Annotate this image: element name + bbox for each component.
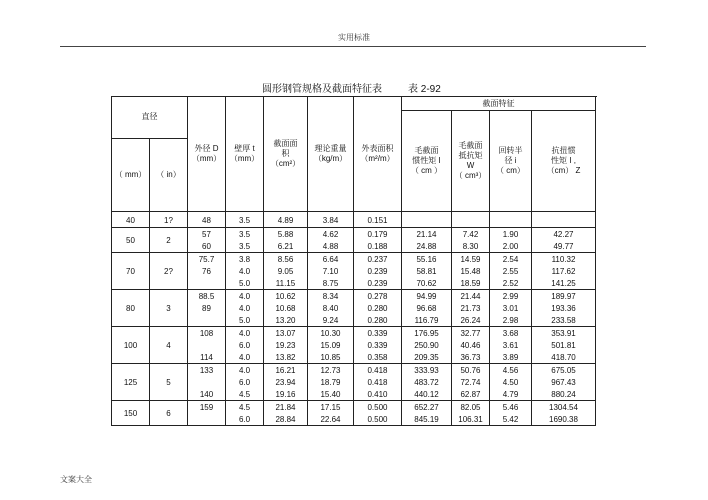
diameter-group-header: 直径 xyxy=(112,97,188,139)
table-cell: 82.05 xyxy=(452,401,490,414)
table-cell: 5.0 xyxy=(226,314,264,327)
table-cell: 6.0 xyxy=(226,376,264,388)
table-cell: 18.59 xyxy=(452,277,490,290)
outer-diameter-header: 外径 D （mm） xyxy=(188,97,226,212)
diameter-mm-cell: 80 xyxy=(112,290,150,327)
diameter-mm-cell: 50 xyxy=(112,228,150,253)
diameter-mm-cell: 100 xyxy=(112,327,150,364)
table-cell: 55.16 xyxy=(402,253,452,266)
table-cell: 8.40 xyxy=(308,302,354,314)
table-cell: 0.151 xyxy=(354,212,402,228)
table-cell: 2.52 xyxy=(490,277,532,290)
table-cell: 209.35 xyxy=(402,351,452,364)
table-cell: 0.339 xyxy=(354,327,402,340)
table-cell: 15.40 xyxy=(308,388,354,401)
table-cell: 3.5 xyxy=(226,212,264,228)
table-cell: 57 xyxy=(188,228,226,241)
table-reference: 表 2-92 xyxy=(408,84,441,95)
sectional-area-header: 截面面 积 （cm²） xyxy=(264,97,308,212)
theoretical-weight-header: 理论重量 （kg/m） xyxy=(308,97,354,212)
torsional-inertia-header: 抗扭惯 性矩 I , （cm） Z xyxy=(532,111,596,212)
table-cell: 110.32 xyxy=(532,253,596,266)
table-cell: 62.87 xyxy=(452,388,490,401)
table-cell: 4.89 xyxy=(264,212,308,228)
table-cell: 48 xyxy=(188,212,226,228)
table-cell: 7.42 xyxy=(452,228,490,241)
table-row xyxy=(112,228,596,241)
table-cell: 0.280 xyxy=(354,302,402,314)
table-cell: 880.24 xyxy=(532,388,596,401)
table-cell: 250.90 xyxy=(402,339,452,351)
table-cell: 8.30 xyxy=(452,240,490,253)
diameter-inch-header: （ in） xyxy=(150,138,188,211)
steel-pipe-spec-table xyxy=(111,96,596,426)
table-row xyxy=(112,212,596,228)
table-cell: 0.280 xyxy=(354,314,402,327)
table-cell: 19.16 xyxy=(264,388,308,401)
table-cell: 353.91 xyxy=(532,327,596,340)
table-cell: 3.8 xyxy=(226,253,264,266)
table-cell: 116.79 xyxy=(402,314,452,327)
table-cell: 3.89 xyxy=(490,351,532,364)
table-cell: 4.62 xyxy=(308,228,354,241)
table-cell: 675.05 xyxy=(532,364,596,377)
table-header xyxy=(112,97,596,212)
table-cell: 9.05 xyxy=(264,265,308,277)
outer-surface-area-header: 外表面积 （m²/m） xyxy=(354,97,402,212)
diameter-inch-cell: 2? xyxy=(150,253,188,290)
table-cell: 0.418 xyxy=(354,364,402,377)
table-cell: 140 xyxy=(188,388,226,401)
table-cell: 72.74 xyxy=(452,376,490,388)
diameter-mm-cell: 150 xyxy=(112,401,150,426)
table-cell: 3.5 xyxy=(226,228,264,241)
table-cell: 1690.38 xyxy=(532,413,596,426)
table-cell: 2.99 xyxy=(490,290,532,303)
table-cell: 114 xyxy=(188,351,226,364)
table-cell: 4.88 xyxy=(308,240,354,253)
table-cell: 12.73 xyxy=(308,364,354,377)
diameter-inch-cell: 1? xyxy=(150,212,188,228)
table-title-row xyxy=(262,80,441,95)
table-cell xyxy=(532,212,596,228)
table-cell xyxy=(402,212,452,228)
table-cell: 189.97 xyxy=(532,290,596,303)
table-cell: 13.20 xyxy=(264,314,308,327)
table-cell: 5.46 xyxy=(490,401,532,414)
table-row xyxy=(112,401,596,414)
wall-thickness-header: 壁厚 t （mm） xyxy=(226,97,264,212)
table-cell xyxy=(188,376,226,388)
table-cell: 4.79 xyxy=(490,388,532,401)
table-cell: 0.410 xyxy=(354,388,402,401)
table-cell: 4.56 xyxy=(490,364,532,377)
table-cell: 652.27 xyxy=(402,401,452,414)
table-cell: 10.85 xyxy=(308,351,354,364)
table-cell: 21.14 xyxy=(402,228,452,241)
table-cell: 2.98 xyxy=(490,314,532,327)
table-cell xyxy=(490,212,532,228)
table-cell: 0.358 xyxy=(354,351,402,364)
table-row xyxy=(112,327,596,340)
table-cell: 11.15 xyxy=(264,277,308,290)
diameter-inch-cell: 3 xyxy=(150,290,188,327)
diameter-mm-cell: 125 xyxy=(112,364,150,401)
table-cell: 50.76 xyxy=(452,364,490,377)
table-cell: 15.09 xyxy=(308,339,354,351)
table-cell: 19.23 xyxy=(264,339,308,351)
table-cell: 14.59 xyxy=(452,253,490,266)
table-cell: 21.84 xyxy=(264,401,308,414)
table-cell: 94.99 xyxy=(402,290,452,303)
table-cell: 141.25 xyxy=(532,277,596,290)
table-cell: 3.01 xyxy=(490,302,532,314)
table-cell: 0.278 xyxy=(354,290,402,303)
table-cell: 96.68 xyxy=(402,302,452,314)
section-modulus-header: 毛截面 抵抗矩 W （ cm³） xyxy=(452,111,490,212)
table-cell: 4.0 xyxy=(226,290,264,303)
table-cell: 483.72 xyxy=(402,376,452,388)
page-footer: 文案大全 xyxy=(60,475,92,484)
table-cell: 10.62 xyxy=(264,290,308,303)
diameter-inch-cell: 2 xyxy=(150,228,188,253)
table-cell: 88.5 xyxy=(188,290,226,303)
table-cell: 845.19 xyxy=(402,413,452,426)
table-cell: 6.0 xyxy=(226,339,264,351)
page-header: 实用标准 xyxy=(338,33,370,42)
table-row xyxy=(112,253,596,266)
table-cell: 8.75 xyxy=(308,277,354,290)
table-cell: 233.58 xyxy=(532,314,596,327)
table-cell: 0.237 xyxy=(354,253,402,266)
table-cell: 4.5 xyxy=(226,401,264,414)
moment-of-inertia-header: 毛截面 惯性矩 I （ cm ） xyxy=(402,111,452,212)
diameter-mm-cell: 70 xyxy=(112,253,150,290)
table-cell: 0.418 xyxy=(354,376,402,388)
table-cell: 108 xyxy=(188,327,226,340)
table-title: 圆形钢管规格及截面特征表 xyxy=(262,84,382,95)
table-cell: 3.68 xyxy=(490,327,532,340)
table-cell: 75.7 xyxy=(188,253,226,266)
diameter-inch-cell: 5 xyxy=(150,364,188,401)
table-cell: 32.77 xyxy=(452,327,490,340)
table-cell: 193.36 xyxy=(532,302,596,314)
table-cell: 2.55 xyxy=(490,265,532,277)
table-cell: 440.12 xyxy=(402,388,452,401)
table-cell: 17.15 xyxy=(308,401,354,414)
table-cell: 49.77 xyxy=(532,240,596,253)
table-cell: 42.27 xyxy=(532,228,596,241)
table-cell: 60 xyxy=(188,240,226,253)
table-cell: 13.82 xyxy=(264,351,308,364)
table-cell: 0.339 xyxy=(354,339,402,351)
table-cell: 6.64 xyxy=(308,253,354,266)
diameter-inch-cell: 4 xyxy=(150,327,188,364)
table-cell: 4.0 xyxy=(226,265,264,277)
table-cell: 418.70 xyxy=(532,351,596,364)
table-cell: 6.0 xyxy=(226,413,264,426)
table-cell: 0.500 xyxy=(354,401,402,414)
table-cell: 24.88 xyxy=(402,240,452,253)
table-cell: 15.48 xyxy=(452,265,490,277)
table-cell xyxy=(188,339,226,351)
table-cell: 26.24 xyxy=(452,314,490,327)
table-cell: 5.42 xyxy=(490,413,532,426)
table-cell: 2.00 xyxy=(490,240,532,253)
table-cell: 28.84 xyxy=(264,413,308,426)
table-cell: 5.88 xyxy=(264,228,308,241)
table-cell: 967.43 xyxy=(532,376,596,388)
table-cell: 0.179 xyxy=(354,228,402,241)
table-cell: 133 xyxy=(188,364,226,377)
table-cell: 7.10 xyxy=(308,265,354,277)
table-cell: 21.44 xyxy=(452,290,490,303)
table-row xyxy=(112,290,596,303)
table-cell: 18.79 xyxy=(308,376,354,388)
table-cell: 9.24 xyxy=(308,314,354,327)
table-cell: 333.93 xyxy=(402,364,452,377)
table-cell: 3.5 xyxy=(226,240,264,253)
table-cell: 22.64 xyxy=(308,413,354,426)
table-cell: 1.90 xyxy=(490,228,532,241)
table-cell: 4.0 xyxy=(226,351,264,364)
table-cell: 13.07 xyxy=(264,327,308,340)
table-cell: 89 xyxy=(188,302,226,314)
table-cell xyxy=(188,314,226,327)
table-cell: 23.94 xyxy=(264,376,308,388)
table-cell: 16.21 xyxy=(264,364,308,377)
table-cell: 10.68 xyxy=(264,302,308,314)
table-cell: 4.0 xyxy=(226,302,264,314)
table-cell: 36.73 xyxy=(452,351,490,364)
table-cell: 4.50 xyxy=(490,376,532,388)
table-cell: 10.30 xyxy=(308,327,354,340)
table-row xyxy=(112,364,596,377)
table-cell: 8.34 xyxy=(308,290,354,303)
table-cell: 5.0 xyxy=(226,277,264,290)
table-cell: 4.0 xyxy=(226,327,264,340)
table-cell: 117.62 xyxy=(532,265,596,277)
table-cell: 6.21 xyxy=(264,240,308,253)
diameter-mm-cell: 40 xyxy=(112,212,150,228)
header-rule xyxy=(60,46,646,47)
table-cell: 0.239 xyxy=(354,265,402,277)
table-cell: 176.95 xyxy=(402,327,452,340)
table-cell: 501.81 xyxy=(532,339,596,351)
diameter-mm-header: （ mm） xyxy=(112,138,150,211)
table-cell: 4.5 xyxy=(226,388,264,401)
section-properties-group-header: 截面特征 xyxy=(402,97,596,111)
table-cell: 159 xyxy=(188,401,226,414)
table-cell: 0.188 xyxy=(354,240,402,253)
table-cell: 70.62 xyxy=(402,277,452,290)
table-cell: 40.46 xyxy=(452,339,490,351)
table-cell: 106.31 xyxy=(452,413,490,426)
table-cell: 0.239 xyxy=(354,277,402,290)
table-cell xyxy=(188,277,226,290)
diameter-inch-cell: 6 xyxy=(150,401,188,426)
table-cell: 3.61 xyxy=(490,339,532,351)
table-cell xyxy=(452,212,490,228)
table-cell: 3.84 xyxy=(308,212,354,228)
table-body xyxy=(112,212,596,426)
table-cell: 58.81 xyxy=(402,265,452,277)
table-cell: 2.54 xyxy=(490,253,532,266)
table-cell xyxy=(188,413,226,426)
table-cell: 76 xyxy=(188,265,226,277)
table-cell: 21.73 xyxy=(452,302,490,314)
table-cell: 8.56 xyxy=(264,253,308,266)
table-cell: 4.0 xyxy=(226,364,264,377)
table-cell: 0.500 xyxy=(354,413,402,426)
table-cell: 1304.54 xyxy=(532,401,596,414)
radius-of-gyration-header: 回转半 径 i （ cm） xyxy=(490,111,532,212)
